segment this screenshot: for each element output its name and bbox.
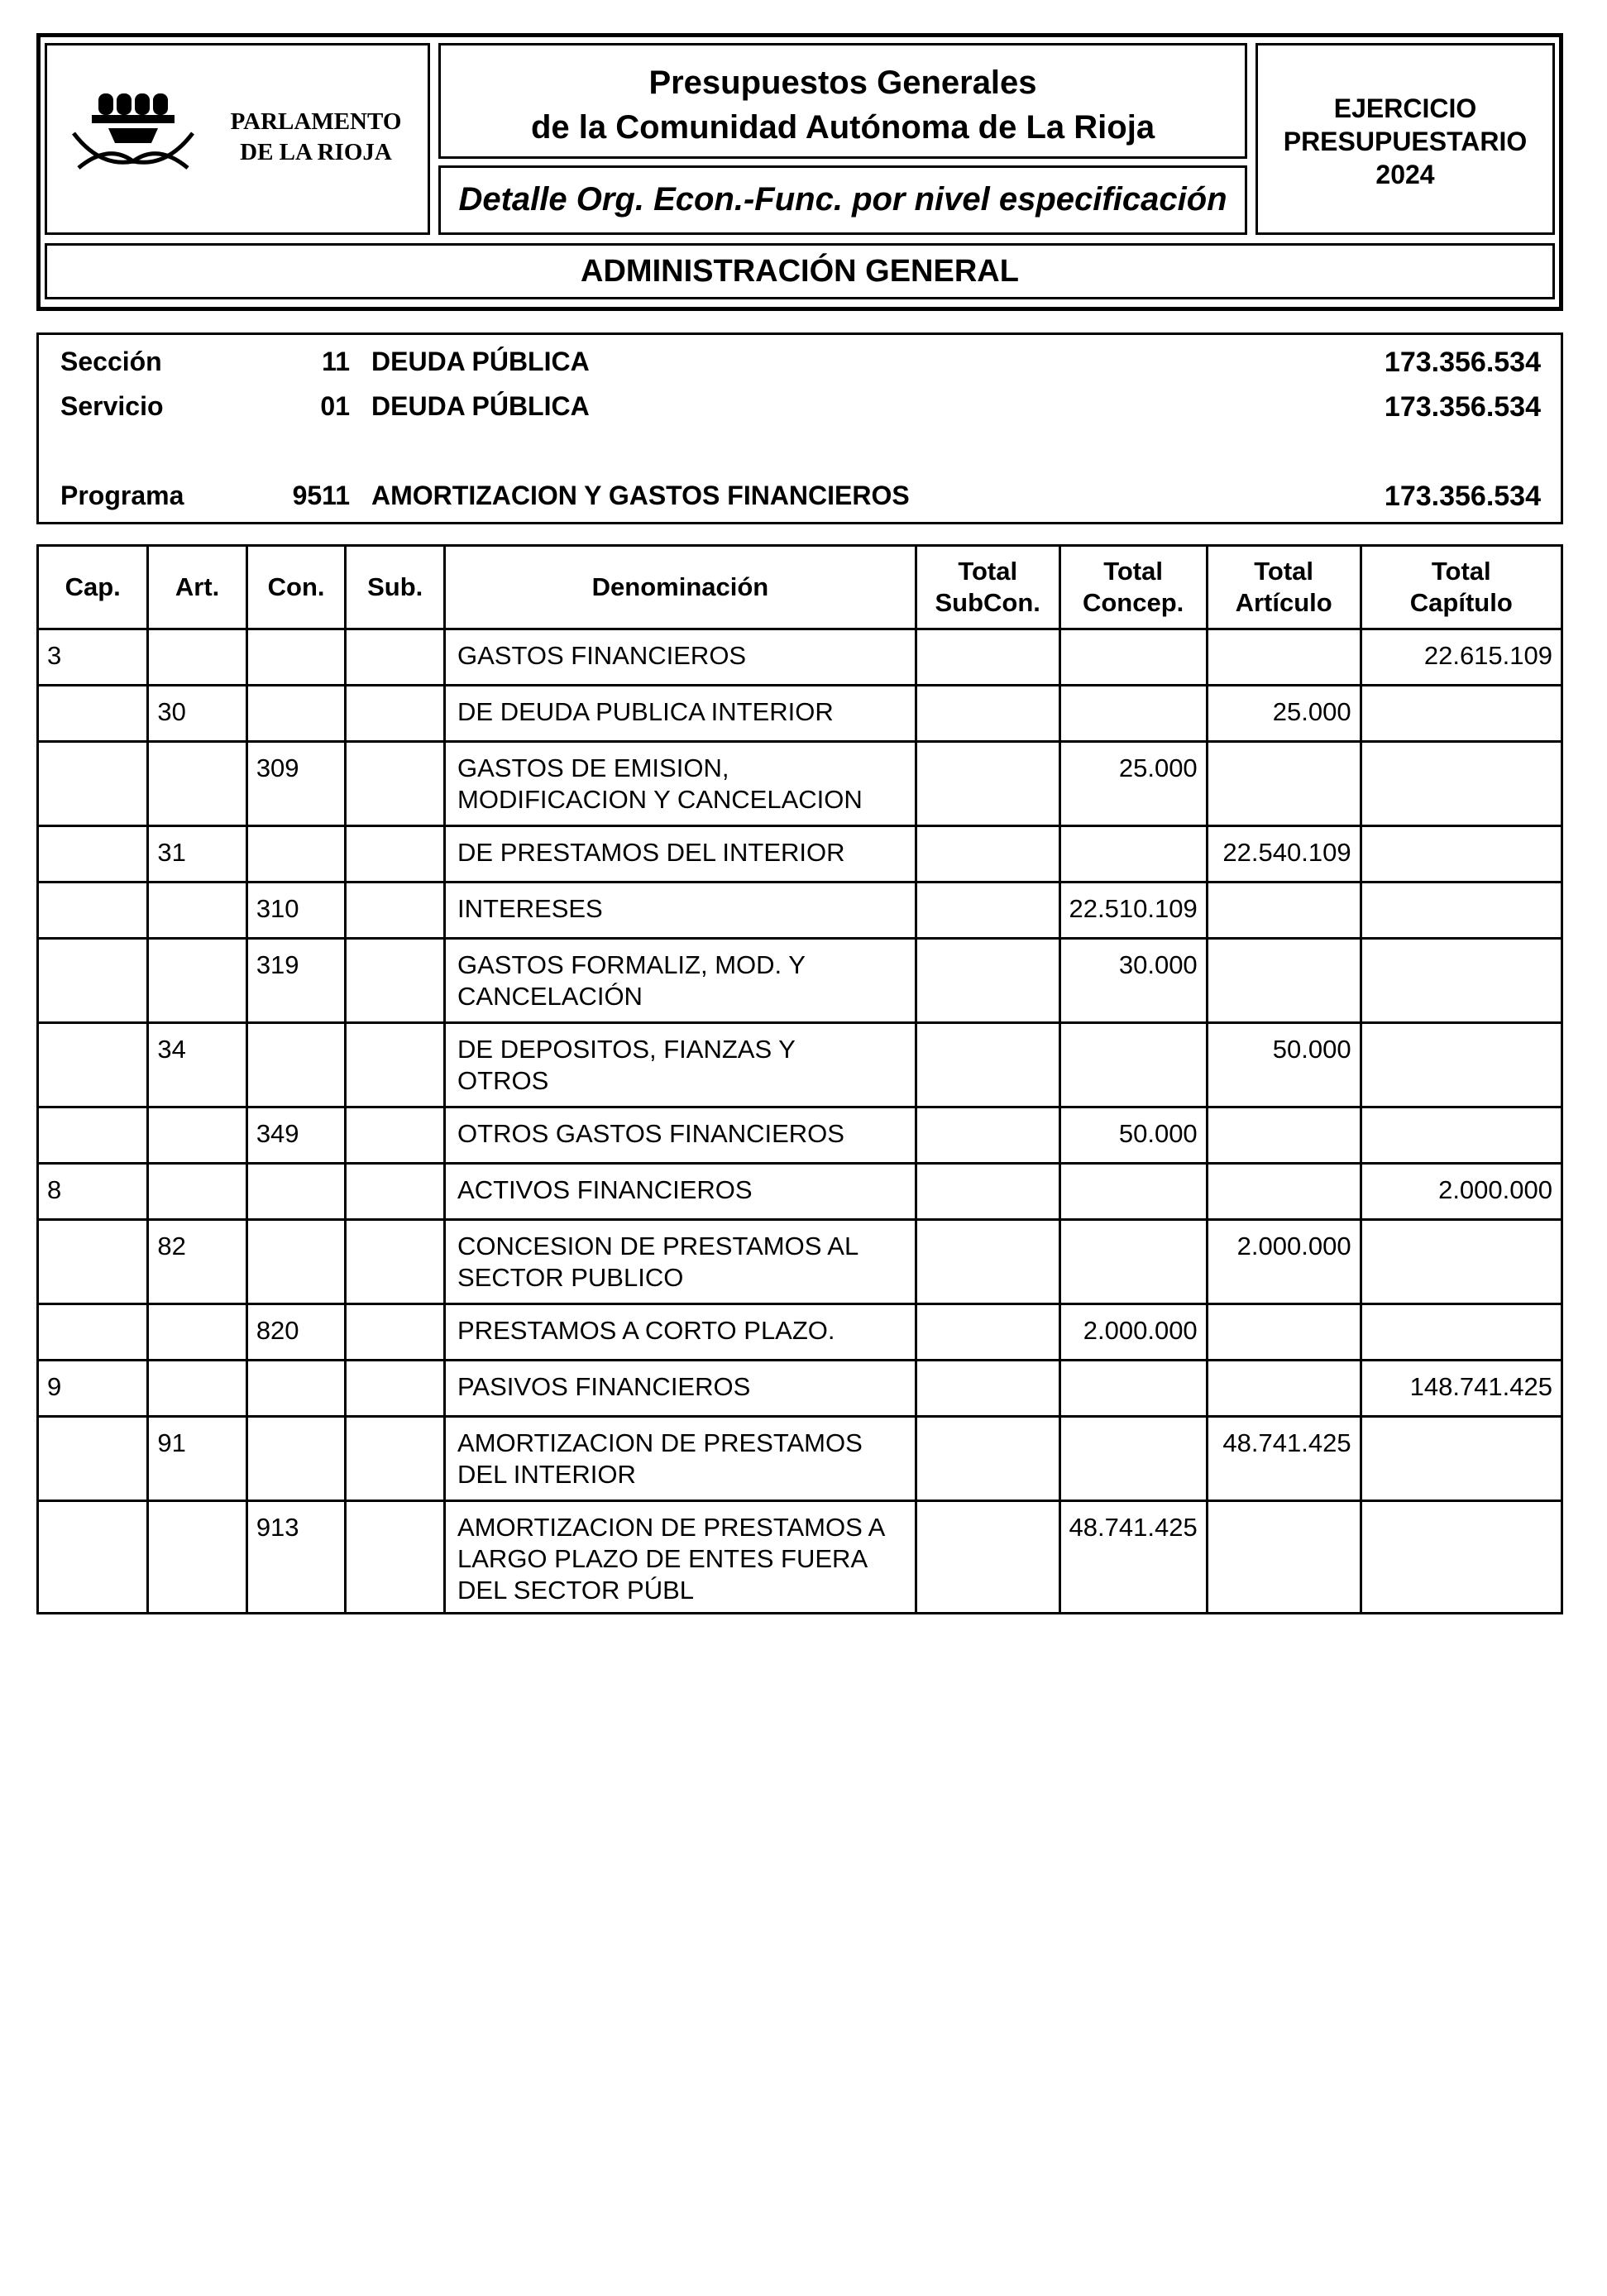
cell-total-capitulo (1361, 1304, 1562, 1361)
table-header-row (38, 546, 1562, 629)
cell-art (148, 629, 246, 686)
cell-total-subcon (916, 1164, 1059, 1220)
cell-con (246, 1164, 346, 1220)
cell-art: 31 (148, 826, 246, 883)
cell-cap (38, 1023, 148, 1107)
cell-total-concep: 25.000 (1059, 742, 1207, 826)
cell-total-subcon (916, 1361, 1059, 1417)
cell-con (246, 1417, 346, 1501)
cell-con: 319 (246, 939, 346, 1023)
cell-total-capitulo: 148.741.425 (1361, 1361, 1562, 1417)
col-header-subcon: Total SubCon. (916, 546, 1059, 629)
cell-total-concep: 50.000 (1059, 1107, 1207, 1164)
cell-cap (38, 1501, 148, 1614)
table-row (38, 1107, 1562, 1164)
ejercicio-block (1255, 43, 1555, 235)
cell-sub (346, 1164, 445, 1220)
cell-sub (346, 1220, 445, 1304)
col-header-denominacion: Denominación (445, 546, 916, 629)
row-name: AMORTIZACION Y GASTOS FINANCIEROS (371, 481, 910, 510)
cell-sub (346, 1023, 445, 1107)
title-line: Presupuestos Generales (648, 65, 1037, 101)
cell-total-articulo: 50.000 (1207, 1023, 1361, 1107)
cell-denominacion: OTROS GASTOS FINANCIEROS (445, 1107, 916, 1164)
cell-total-capitulo: 2.000.000 (1361, 1164, 1562, 1220)
ejercicio-text (1258, 92, 1552, 191)
cell-sub (346, 686, 445, 742)
cell-con (246, 1220, 346, 1304)
cell-art (148, 939, 246, 1023)
cell-total-subcon (916, 1220, 1059, 1304)
cell-total-subcon (916, 939, 1059, 1023)
row-label: Programa (60, 481, 184, 510)
cell-total-concep: 30.000 (1059, 939, 1207, 1023)
servicio-row (60, 391, 1541, 428)
cell-total-capitulo (1361, 1107, 1562, 1164)
admin-title: ADMINISTRACIÓN GENERAL (581, 254, 1019, 289)
cell-cap (38, 883, 148, 939)
cell-denominacion: GASTOS FORMALIZ, MOD. Y CANCELACIÓN (445, 939, 916, 1023)
row-code: 9511 (292, 481, 350, 510)
cell-denominacion: DE DEPOSITOS, FIANZAS Y OTROS (445, 1023, 916, 1107)
cell-denominacion: DE DEUDA PUBLICA INTERIOR (445, 686, 916, 742)
budget-table (36, 544, 1563, 1614)
logo-text (221, 107, 411, 168)
cell-sub (346, 742, 445, 826)
table-row (38, 629, 1562, 686)
cell-total-articulo (1207, 1501, 1361, 1614)
cell-cap (38, 686, 148, 742)
cell-total-articulo: 48.741.425 (1207, 1417, 1361, 1501)
cell-total-articulo (1207, 1107, 1361, 1164)
logo-block (45, 43, 430, 235)
cell-total-articulo (1207, 1304, 1361, 1361)
row-code: 01 (320, 391, 350, 421)
cell-denominacion: GASTOS DE EMISION, MODIFICACION Y CANCELACION (445, 742, 916, 826)
cell-total-articulo (1207, 1361, 1361, 1417)
cell-total-subcon (916, 1304, 1059, 1361)
cell-sub (346, 1361, 445, 1417)
programa-row (60, 481, 1541, 517)
cell-total-articulo: 2.000.000 (1207, 1220, 1361, 1304)
cell-total-capitulo (1361, 742, 1562, 826)
cell-con (246, 629, 346, 686)
logo-line: DE LA RIOJA (240, 139, 392, 165)
cell-sub (346, 1417, 445, 1501)
cell-sub (346, 939, 445, 1023)
row-label: Sección (60, 347, 162, 376)
table-row (38, 1304, 1562, 1361)
table-row (38, 826, 1562, 883)
cell-total-subcon (916, 1417, 1059, 1501)
cell-cap (38, 1417, 148, 1501)
cell-con (246, 826, 346, 883)
cell-denominacion: GASTOS FINANCIEROS (445, 629, 916, 686)
cell-total-subcon (916, 1501, 1059, 1614)
cell-art (148, 1361, 246, 1417)
cell-art (148, 1304, 246, 1361)
cell-total-concep (1059, 1023, 1207, 1107)
col-header-concep: Total Concep. (1059, 546, 1207, 629)
cell-total-capitulo (1361, 1501, 1562, 1614)
cell-total-articulo (1207, 1164, 1361, 1220)
cell-art: 82 (148, 1220, 246, 1304)
cell-art: 91 (148, 1417, 246, 1501)
cell-total-articulo (1207, 939, 1361, 1023)
cell-denominacion: PRESTAMOS A CORTO PLAZO. (445, 1304, 916, 1361)
table-row (38, 1501, 1562, 1614)
ejercicio-line: EJERCICIO (1333, 93, 1477, 123)
cell-total-subcon (916, 826, 1059, 883)
table-row (38, 686, 1562, 742)
cell-cap: 8 (38, 1164, 148, 1220)
cell-art (148, 1107, 246, 1164)
row-name: DEUDA PÚBLICA (371, 391, 590, 421)
col-header-sub: Sub. (346, 546, 445, 629)
cell-total-articulo: 25.000 (1207, 686, 1361, 742)
cell-total-concep (1059, 1417, 1207, 1501)
subtitle-block (438, 165, 1247, 235)
row-label: Servicio (60, 391, 164, 421)
cell-total-concep (1059, 686, 1207, 742)
col-header-cap: Cap. (38, 546, 148, 629)
cell-con (246, 686, 346, 742)
cell-sub (346, 1501, 445, 1614)
cell-total-capitulo (1361, 1220, 1562, 1304)
seccion-row (60, 347, 1541, 383)
cell-con: 913 (246, 1501, 346, 1614)
col-header-capitulo: Total Capítulo (1361, 546, 1562, 629)
cell-sub (346, 629, 445, 686)
col-header-art: Art. (148, 546, 246, 629)
cell-total-articulo (1207, 883, 1361, 939)
cell-total-concep: 2.000.000 (1059, 1304, 1207, 1361)
cell-denominacion: PASIVOS FINANCIEROS (445, 1361, 916, 1417)
cell-total-subcon (916, 883, 1059, 939)
cell-total-concep: 48.741.425 (1059, 1501, 1207, 1614)
row-amount: 173.356.534 (1384, 391, 1541, 423)
cell-art (148, 742, 246, 826)
cell-total-subcon (916, 1023, 1059, 1107)
cell-con: 349 (246, 1107, 346, 1164)
title-block (438, 43, 1247, 159)
ejercicio-line: PRESUPUESTARIO (1283, 127, 1528, 156)
cell-total-subcon (916, 686, 1059, 742)
cell-art (148, 1164, 246, 1220)
cell-total-concep (1059, 826, 1207, 883)
cell-total-concep: 22.510.109 (1059, 883, 1207, 939)
cell-con (246, 1361, 346, 1417)
cell-sub (346, 1107, 445, 1164)
cell-sub (346, 826, 445, 883)
cell-total-subcon (916, 1107, 1059, 1164)
table-row (38, 742, 1562, 826)
document-title (441, 60, 1245, 150)
cell-denominacion: AMORTIZACION DE PRESTAMOS A LARGO PLAZO DE ENTES FUERA DEL SECTOR PÚBL (445, 1501, 916, 1614)
cell-total-concep (1059, 1361, 1207, 1417)
cell-cap (38, 1220, 148, 1304)
cell-total-capitulo (1361, 826, 1562, 883)
cell-total-capitulo (1361, 939, 1562, 1023)
cell-denominacion: AMORTIZACION DE PRESTAMOS DEL INTERIOR (445, 1417, 916, 1501)
cell-total-articulo (1207, 629, 1361, 686)
table-row (38, 883, 1562, 939)
ejercicio-year: 2024 (1375, 160, 1435, 189)
cell-art: 30 (148, 686, 246, 742)
cell-total-concep (1059, 629, 1207, 686)
document-subtitle: Detalle Org. Econ.-Func. por nivel especificación (458, 181, 1227, 218)
cell-total-articulo: 22.540.109 (1207, 826, 1361, 883)
logo-line: PARLAMENTO (230, 108, 402, 135)
table-body (38, 629, 1562, 1614)
cell-cap (38, 1304, 148, 1361)
cell-con: 820 (246, 1304, 346, 1361)
cell-con: 310 (246, 883, 346, 939)
cell-con (246, 1023, 346, 1107)
cell-sub (346, 883, 445, 939)
cell-denominacion: ACTIVOS FINANCIEROS (445, 1164, 916, 1220)
cell-sub (346, 1304, 445, 1361)
cell-cap (38, 1107, 148, 1164)
cell-total-subcon (916, 629, 1059, 686)
cell-total-subcon (916, 742, 1059, 826)
cell-cap (38, 742, 148, 826)
cell-art (148, 1501, 246, 1614)
cell-total-articulo (1207, 742, 1361, 826)
cell-total-capitulo (1361, 883, 1562, 939)
cell-total-capitulo (1361, 1417, 1562, 1501)
table-row (38, 1361, 1562, 1417)
cell-denominacion: INTERESES (445, 883, 916, 939)
col-header-articulo: Total Artículo (1207, 546, 1361, 629)
row-amount: 173.356.534 (1384, 347, 1541, 378)
cell-cap (38, 826, 148, 883)
row-amount: 173.356.534 (1384, 481, 1541, 512)
cell-cap: 9 (38, 1361, 148, 1417)
table-row (38, 1023, 1562, 1107)
row-name: DEUDA PÚBLICA (371, 347, 590, 376)
cell-cap: 3 (38, 629, 148, 686)
cell-cap (38, 939, 148, 1023)
parliament-logo-icon (59, 85, 208, 193)
table-row (38, 939, 1562, 1023)
cell-denominacion: CONCESION DE PRESTAMOS AL SECTOR PUBLICO (445, 1220, 916, 1304)
section-summary (36, 332, 1563, 524)
table-row (38, 1417, 1562, 1501)
cell-con: 309 (246, 742, 346, 826)
cell-total-capitulo (1361, 686, 1562, 742)
cell-total-concep (1059, 1164, 1207, 1220)
cell-art (148, 883, 246, 939)
table-row (38, 1220, 1562, 1304)
table-row (38, 1164, 1562, 1220)
cell-total-capitulo (1361, 1023, 1562, 1107)
cell-total-concep (1059, 1220, 1207, 1304)
cell-art: 34 (148, 1023, 246, 1107)
row-code: 11 (322, 347, 350, 376)
title-line: de la Comunidad Autónoma de La Rioja (530, 109, 1155, 146)
col-header-con: Con. (246, 546, 346, 629)
cell-total-capitulo: 22.615.109 (1361, 629, 1562, 686)
admin-block (45, 243, 1555, 299)
cell-denominacion: DE PRESTAMOS DEL INTERIOR (445, 826, 916, 883)
